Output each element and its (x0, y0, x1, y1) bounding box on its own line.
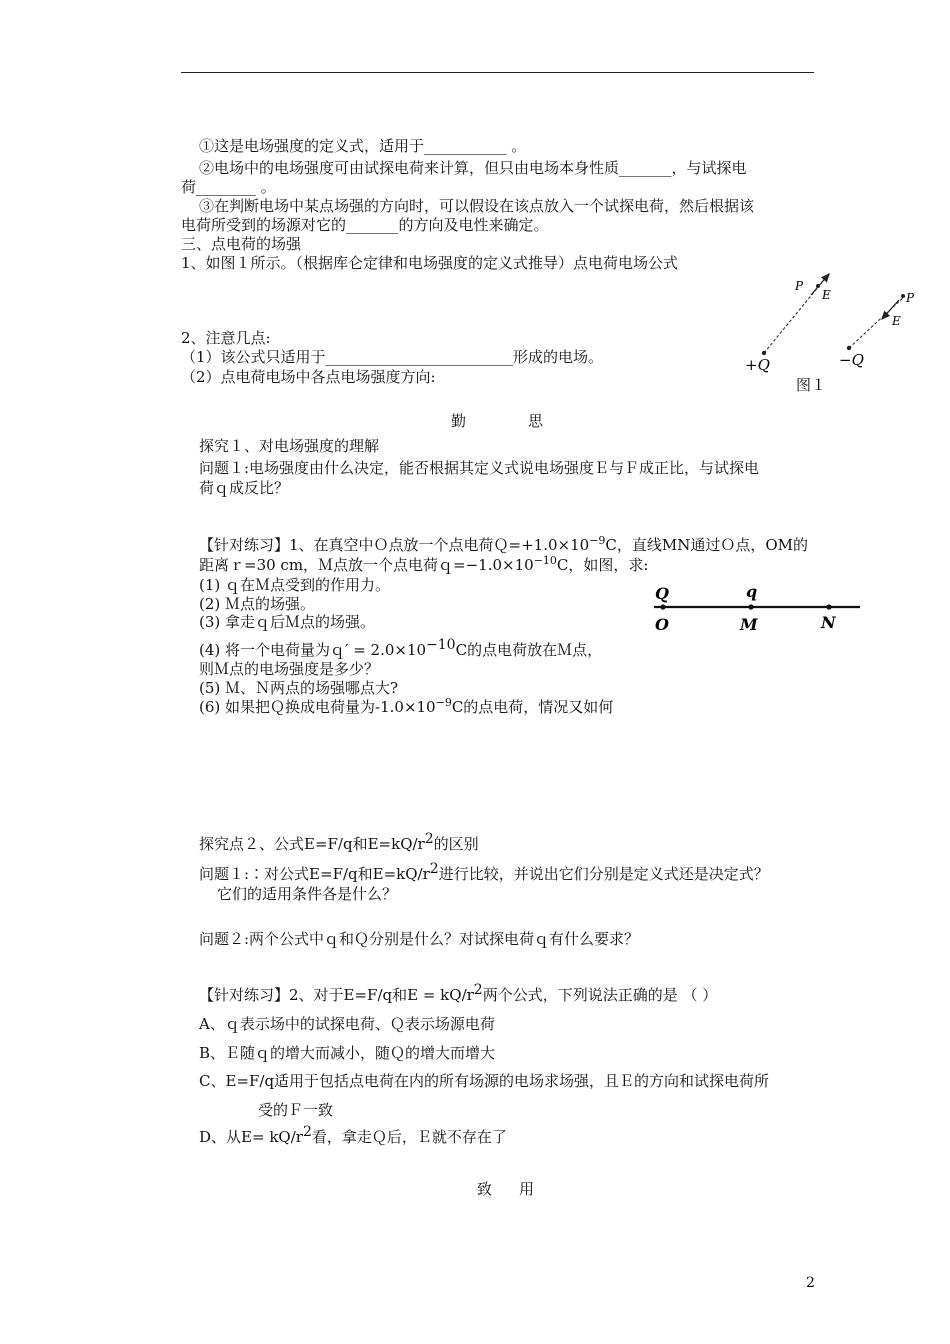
section-heading-3: 三、点电荷的场强 (181, 235, 302, 253)
section-zhi: 致 (477, 1180, 493, 1198)
explore2-question1-exp: 2 (429, 861, 439, 877)
s3-note1-blank: _________________________ (325, 348, 514, 366)
practice2-stem-b: 两个公式，下列说法正确的是 （ ） (482, 986, 718, 1004)
practice1-item6 (199, 697, 613, 717)
explore1-question1-line2: 荷ｑ成反比？ (199, 479, 290, 497)
fig1-right-p-label: P (906, 291, 915, 305)
fig1-left-p-label: P (795, 279, 804, 293)
s3-item2: 2、注意几点: (181, 329, 271, 347)
s3-note1 (181, 347, 603, 367)
explore2-question1-line2: 它们的适用条件各是什么？ (217, 885, 398, 903)
fig1-left-field-line (764, 286, 819, 353)
practice1-item4-exp: −10 (426, 637, 456, 653)
practice2-option-a: A、ｑ表示场中的试探电荷、Ｑ表示场源电荷 (199, 1015, 495, 1033)
practice1-item6-a: (6) 如果把Ｑ换成电荷量为-1.0×10 (199, 698, 436, 716)
practice1-item6-b: C的点电荷，情况又如何 (451, 698, 614, 716)
s1-line3: 荷________ 。 (181, 178, 276, 196)
fig1-right-e-label: E (892, 314, 901, 328)
practice1-item2: (2) Ｍ点的场强。 (199, 595, 316, 613)
fig2-dot-n (826, 604, 831, 609)
fig2-label-M: M (740, 615, 758, 634)
practice1-line2-b: C，如图，求: (556, 556, 649, 574)
s3-note1-prefix: （1）该公式只适用于 (181, 348, 326, 366)
s1-line2: ②电场中的电场强度可由试探电荷来计算，但只由电场本身性质_______，与试探电 (199, 159, 747, 177)
practice1-line1-b: C，直线MN通过Ｏ点，OM的 (605, 536, 809, 554)
fig2-label-O: O (655, 615, 669, 634)
fig2-label-q: q (746, 582, 758, 601)
fig1-left-charge-dot (762, 351, 766, 355)
fig1-right-charge-label: −Q (839, 351, 864, 369)
practice1-item1: (1) ｑ在Ｍ点受到的作用力。 (199, 576, 391, 594)
practice1-line2-exp: −10 (533, 554, 557, 567)
practice2-option-d (199, 1124, 507, 1147)
section-qin: 勤 (451, 412, 467, 430)
practice1-line1-a: 【针对练习】1、在真空中Ｏ点放一个点电荷Ｑ=+1.0×10 (199, 536, 590, 554)
practice1-item3: (3) 拿走ｑ后Ｍ点的场强。 (199, 613, 376, 631)
practice2-option-d-exp: 2 (302, 1124, 312, 1140)
s1-line4: ③在判断电场中某点场强的方向时，可以假设在该点放入一个试探电荷，然后根据该 (199, 197, 755, 215)
section-yong: 用 (519, 1180, 535, 1198)
practice2-option-c-line1: C、E=F/q适用于包括点电荷在内的所有场源的电场求场强，且Ｅ的方向和试探电荷所 (199, 1072, 770, 1090)
explore2-question1 (199, 861, 769, 884)
fig2-label-Q: Q (655, 584, 669, 603)
explore2-question2: 问题２:两个公式中ｑ和Ｑ分别是什么？对试探电荷ｑ有什么要求？ (199, 930, 640, 948)
explore1-title: 探究１、对电场强度的理解 (199, 437, 380, 455)
practice2-stem (199, 982, 718, 1005)
practice1-item4-line2: 则Ｍ点的电场强度是多少？ (199, 660, 380, 678)
practice1-item6-exp: −9 (435, 696, 452, 709)
figure-1 (735, 268, 935, 398)
s3-note1-suffix: 形成的电场。 (513, 348, 604, 366)
fig1-right-p-dot (901, 294, 905, 298)
practice2-option-b: B、Ｅ随ｑ的增大而减小，随Ｑ的增大而增大 (199, 1044, 496, 1062)
fig1-right-charge-dot (847, 346, 851, 350)
practice1-line2-a: 距离ｒ=30 cm，Ｍ点放一个点电荷ｑ=−1.0×10 (199, 556, 534, 574)
practice2-option-d-a: D、从E= kQ/r (199, 1128, 303, 1146)
practice1-line2 (199, 555, 648, 575)
explore2-title-b: 的区别 (433, 835, 479, 853)
practice2-option-d-b: 看，拿走Ｑ后，Ｅ就不存在了 (311, 1128, 507, 1146)
fig2-dot-m (748, 604, 753, 609)
practice1-line1-exp: −9 (589, 534, 606, 547)
figure-1-caption: 图１ (796, 376, 827, 394)
figure-2 (645, 578, 870, 638)
practice2-stem-exp: 2 (473, 982, 483, 998)
fig2-label-N: N (821, 613, 836, 632)
s3-item1: 1、如图１所示。（根据库仑定律和电场强度的定义式推导）点电荷电场公式 (181, 254, 679, 272)
section-si: 思 (528, 412, 544, 430)
practice2-option-c-line2: 受的Ｆ一致 (258, 1101, 334, 1119)
practice1-item4-a: (4) 将一个电荷量为ｑ′ = 2.0×10 (199, 641, 427, 659)
explore2-question1-b: 进行比较，并说出它们分别是定义式还是决定式？ (438, 865, 769, 883)
s1-line5: 电荷所受到的场源对它的_______的方向及电性来确定。 (181, 216, 549, 234)
fig1-left-charge-label: +Q (745, 356, 770, 374)
explore1-question1-line1: 问题１:电场强度由什么决定，能否根据其定义式说电场强度Ｅ与Ｆ成正比，与试探电 (199, 459, 760, 477)
practice2-stem-a: 【针对练习】2、对于E=F/q和E = kQ/r (199, 986, 474, 1004)
practice1-item4 (199, 637, 603, 660)
page-number: 2 (806, 1275, 815, 1291)
s1-line1: ①这是电场强度的定义式，适用于___________ 。 (199, 137, 527, 155)
header-rule (181, 72, 814, 73)
practice1-item4-b: C的点电荷放在Ｍ点， (455, 641, 603, 659)
explore2-title-exp: 2 (424, 831, 434, 847)
practice1-line1 (199, 535, 808, 555)
practice1-item5: (5) Ｍ、Ｎ两点的场强哪点大? (199, 679, 399, 697)
fig2-dot-o (660, 604, 665, 609)
explore2-title-a: 探究点２、公式E=F/q和E=kQ/r (199, 835, 425, 853)
explore2-title (199, 831, 479, 854)
explore2-question1-a: 问题１:∶对公式E=F/q和E=kQ/r (199, 865, 430, 883)
s3-note2: （2）点电荷电场中各点电场强度方向: (181, 368, 436, 386)
fig1-left-e-label: E (822, 288, 831, 302)
